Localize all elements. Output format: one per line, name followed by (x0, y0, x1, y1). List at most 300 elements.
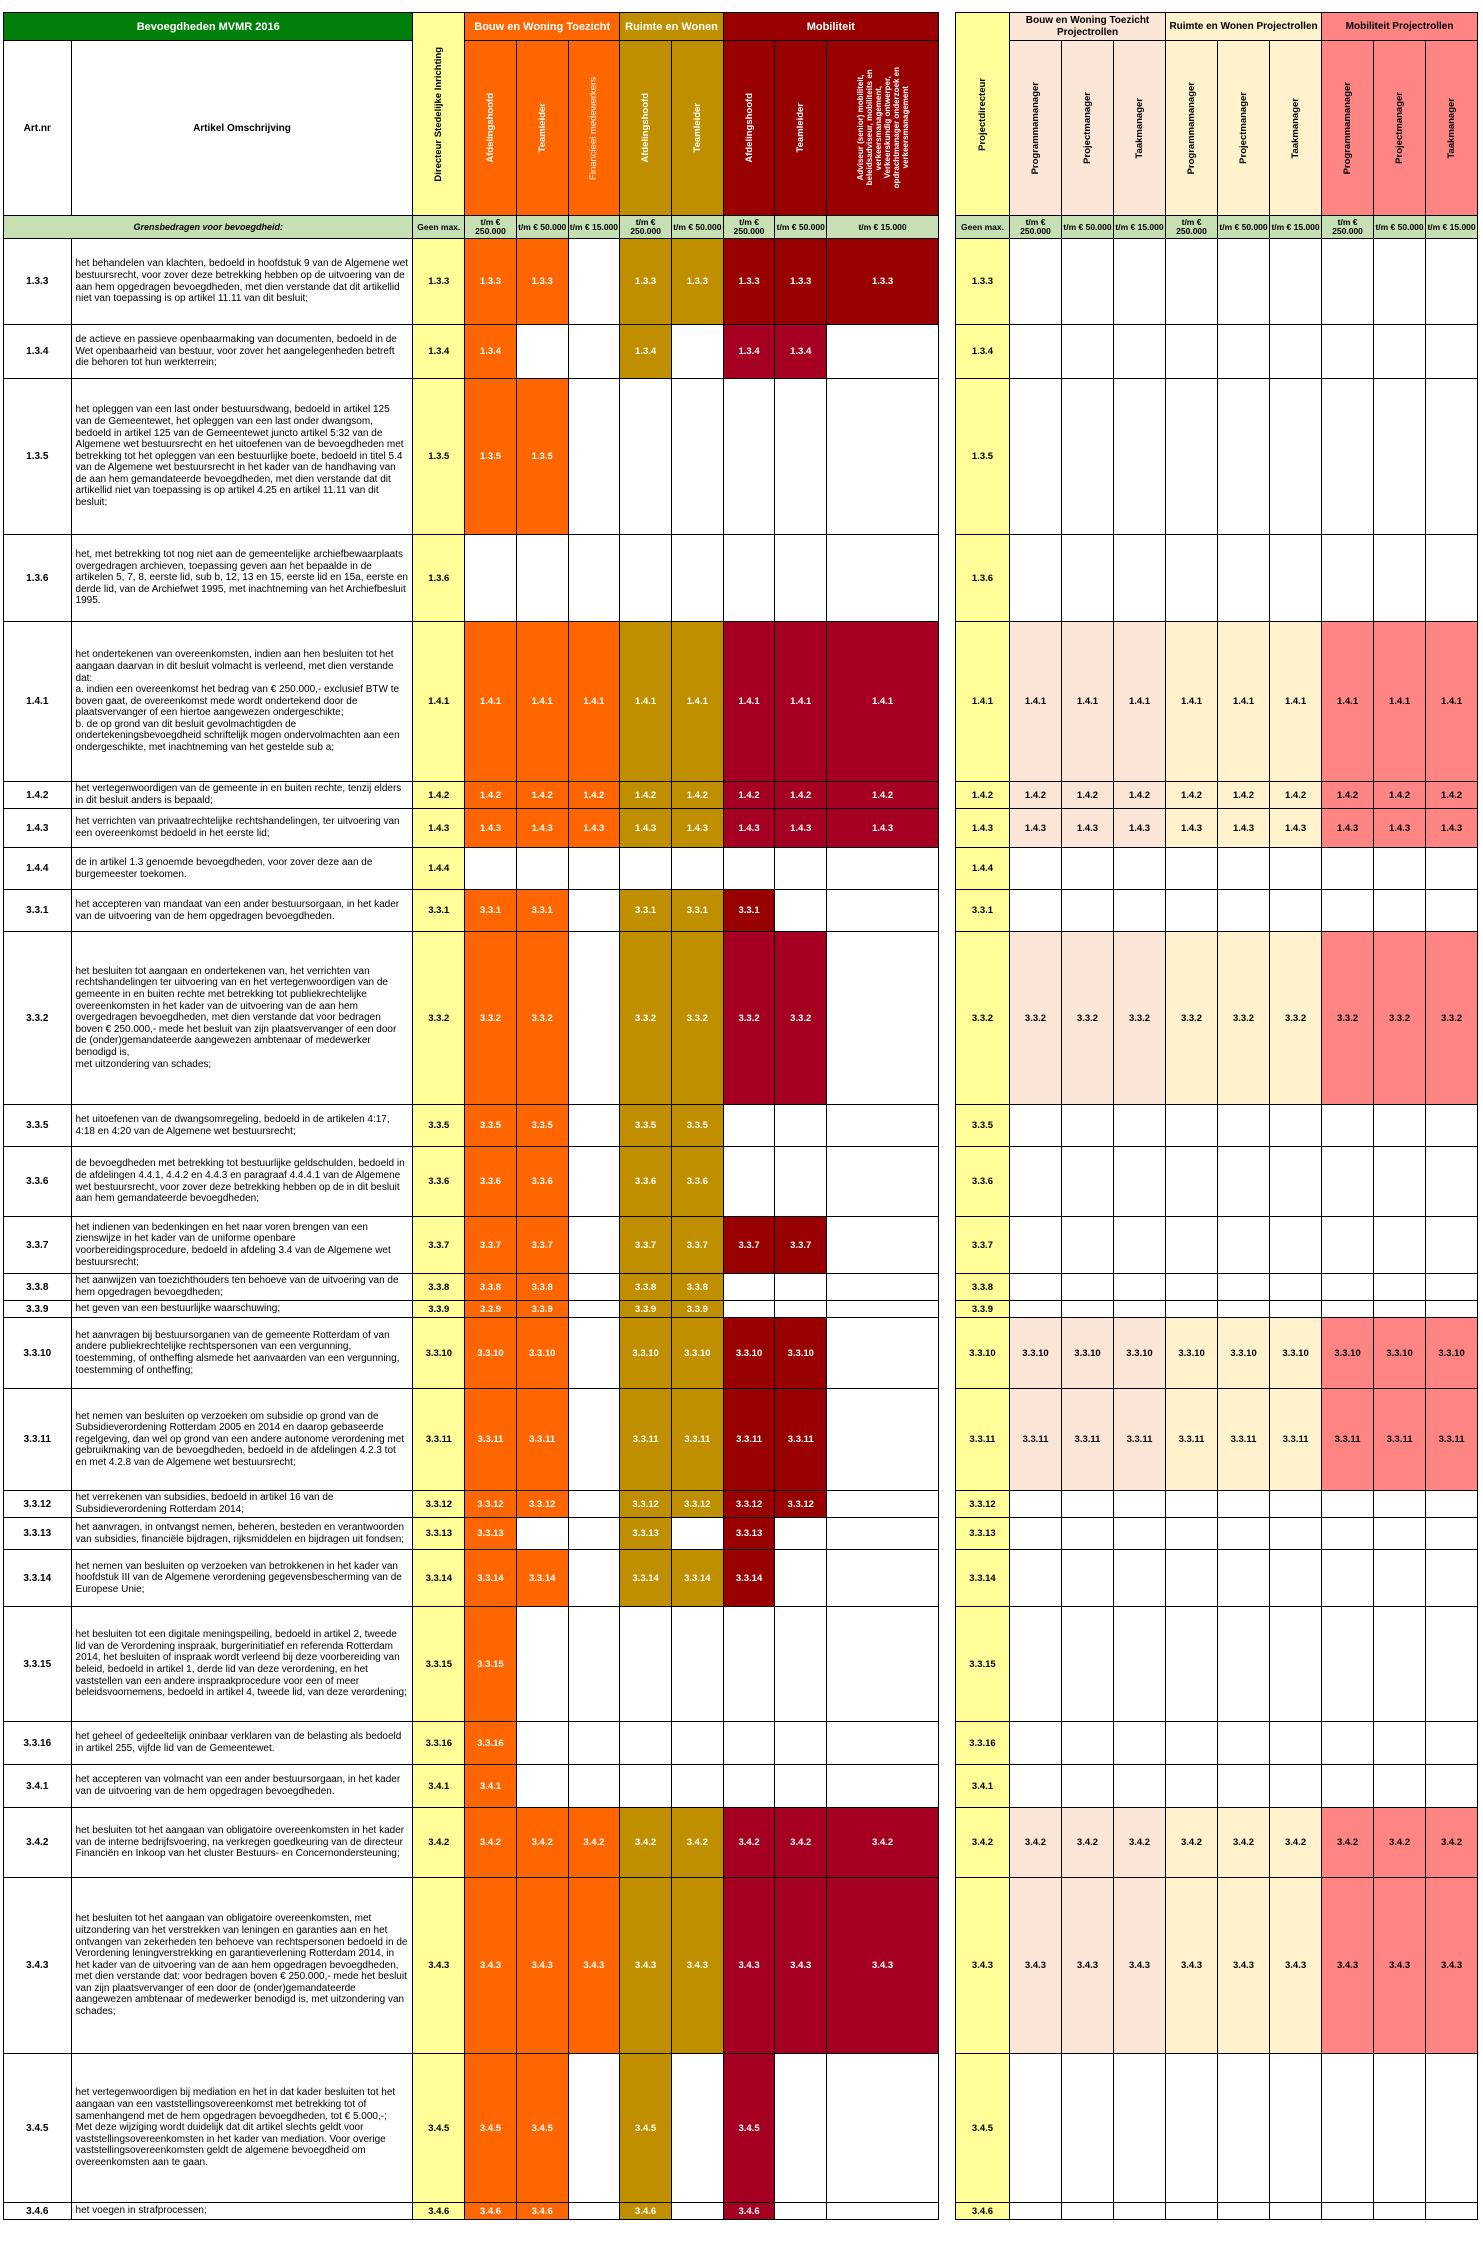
cell-bwt-financieel (568, 1722, 620, 1765)
cell-mob-teamleider (775, 1105, 827, 1147)
cell-rw-programmamanager (1166, 1301, 1218, 1318)
cell-mob-taakmanager (1426, 379, 1478, 535)
cell-bwt-programmamanager (1010, 1722, 1062, 1765)
cell-rw-afdelingshoofd: 3.4.3 (620, 1878, 672, 2054)
cell-projectdirecteur: 3.3.16 (956, 1722, 1010, 1765)
art-number: 1.3.3 (4, 239, 72, 325)
cell-mob-teamleider: 3.3.7 (775, 1217, 827, 1274)
cell-mob-adviseur (827, 1318, 939, 1389)
cell-mob-teamleider (775, 1518, 827, 1550)
table-row (4, 239, 939, 325)
art-number: 1.4.2 (4, 782, 72, 809)
cell-mob-adviseur (827, 890, 939, 932)
projectrollen-table (955, 12, 1478, 2220)
cell-mob-afdelingshoofd (723, 848, 775, 890)
cell-bwt-programmamanager (1010, 1147, 1062, 1217)
cell-bwt-afdelingshoofd: 3.3.16 (465, 1722, 517, 1765)
cell-rw-projectmanager (1218, 1217, 1270, 1274)
cell-bwt-afdelingshoofd: 3.3.1 (465, 890, 517, 932)
table-row (4, 848, 939, 890)
cell-rw-projectmanager (1218, 2203, 1270, 2220)
cell-mob-teamleider: 3.4.3 (775, 1878, 827, 2054)
header-rw-teamleider: Teamleider (671, 41, 723, 216)
cell-rw-teamleider: 3.3.6 (671, 1147, 723, 1217)
cell-rw-taakmanager (1270, 1301, 1322, 1318)
cell-projectdirecteur: 1.3.5 (956, 379, 1010, 535)
cell-bwt-projectmanager (1062, 848, 1114, 890)
cell-bwt-afdelingshoofd: 3.4.3 (465, 1878, 517, 2054)
cell-bwt-taakmanager: 3.3.11 (1114, 1389, 1166, 1491)
cell-bwt-projectmanager: 3.4.2 (1062, 1808, 1114, 1878)
cell-projectdirecteur: 3.3.12 (956, 1491, 1010, 1518)
grens-bwt-tl: t/m € 50.000 (516, 216, 568, 239)
cell-mob-programmamanager (1322, 1147, 1374, 1217)
cell-bwt-afdelingshoofd: 3.3.13 (465, 1518, 517, 1550)
cell-bwt-financieel (568, 1274, 620, 1301)
cell-directeur: 3.3.7 (413, 1217, 465, 1274)
article-description: het besluiten tot het aangaan van obligatoire overeenkomsten, met uitzondering van het verstrekken van leningen en garanties aan en het ontvangen van zekerheden ten behoeve van rechtspersonen bedoeld in de Verordening leningverstrekking en garantieverlening Rotterdam 2014, in het kader van de uitvoering van de aan hem opgedragen bevoegdheden, met dien verstande dat: voor bedragen boven € 250.000,- mede het besluit van zijn plaatsvervanger of een door de (onder)gemandateerde aangewezen ambtenaar of medewerker benodigd is, met uitzondering van schades; (71, 1878, 413, 2054)
table-row (4, 1105, 939, 1147)
cell-mob-afdelingshoofd (723, 1274, 775, 1301)
cell-bwt-projectmanager (1062, 2203, 1114, 2220)
table-row (4, 1318, 939, 1389)
cell-bwt-financieel (568, 535, 620, 622)
art-number: 3.3.12 (4, 1491, 72, 1518)
cell-bwt-programmamanager (1010, 1491, 1062, 1518)
cell-mob-teamleider (775, 1607, 827, 1722)
table-row (4, 1491, 939, 1518)
cell-directeur: 3.3.8 (413, 1274, 465, 1301)
cell-rw-taakmanager (1270, 2203, 1322, 2220)
cell-bwt-projectmanager (1062, 1722, 1114, 1765)
cell-mob-taakmanager (1426, 239, 1478, 325)
cell-rw-programmamanager: 3.4.3 (1166, 1878, 1218, 2054)
table-row (4, 1389, 939, 1491)
cell-mob-teamleider: 1.3.3 (775, 239, 827, 325)
grens-pr-prog: t/m € 250.000 (1166, 216, 1218, 239)
table-row (956, 1217, 1478, 1274)
cell-bwt-afdelingshoofd: 3.3.8 (465, 1274, 517, 1301)
cell-bwt-financieel (568, 1147, 620, 1217)
cell-rw-projectmanager (1218, 1105, 1270, 1147)
cell-mob-taakmanager (1426, 848, 1478, 890)
art-number: 3.3.1 (4, 890, 72, 932)
table-row (4, 1722, 939, 1765)
cell-bwt-teamleider (516, 535, 568, 622)
cell-mob-teamleider (775, 890, 827, 932)
cell-mob-teamleider (775, 379, 827, 535)
article-description: het besluiten tot het aangaan van obligatoire overeenkomsten in het kader van de interne bedrijfsvoering, na verkregen goedkeuring van de directeur Financiën en Inkoop van het cluster Bestuurs- en Concernondersteuning; (71, 1808, 413, 1878)
cell-mob-adviseur (827, 1147, 939, 1217)
cell-mob-adviseur (827, 932, 939, 1105)
table-row (956, 1301, 1478, 1318)
cell-bwt-teamleider: 1.4.3 (516, 809, 568, 848)
header-group-mobiliteit: Mobiliteit (723, 13, 938, 41)
cell-bwt-afdelingshoofd: 1.4.1 (465, 622, 517, 782)
cell-mob-afdelingshoofd (723, 1105, 775, 1147)
cell-mob-programmamanager: 3.3.10 (1322, 1318, 1374, 1389)
cell-rw-programmamanager (1166, 1105, 1218, 1147)
cell-projectdirecteur: 3.4.1 (956, 1765, 1010, 1808)
cell-mob-afdelingshoofd (723, 1722, 775, 1765)
cell-mob-afdelingshoofd: 3.3.2 (723, 932, 775, 1105)
cell-rw-afdelingshoofd: 3.3.8 (620, 1274, 672, 1301)
cell-mob-projectmanager (1374, 1765, 1426, 1808)
cell-bwt-programmamanager (1010, 2203, 1062, 2220)
cell-bwt-programmamanager: 3.3.2 (1010, 932, 1062, 1105)
cell-projectdirecteur: 3.3.2 (956, 932, 1010, 1105)
cell-bwt-taakmanager (1114, 1147, 1166, 1217)
table-row (956, 1318, 1478, 1389)
cell-rw-afdelingshoofd: 3.3.7 (620, 1217, 672, 1274)
cell-rw-programmamanager: 3.4.2 (1166, 1808, 1218, 1878)
cell-bwt-programmamanager (1010, 325, 1062, 379)
article-description: het uitoefenen van de dwangsomregeling, bedoeld in de artikelen 4:17, 4:18 en 4:20 van de Algemene wet bestuursrecht; (71, 1105, 413, 1147)
cell-mob-projectmanager: 3.3.2 (1374, 932, 1426, 1105)
cell-rw-teamleider: 3.3.1 (671, 890, 723, 932)
cell-bwt-programmamanager (1010, 379, 1062, 535)
header-bwt-taakmanager: Taakmanager (1114, 41, 1166, 216)
cell-rw-teamleider: 1.3.3 (671, 239, 723, 325)
cell-mob-teamleider: 1.4.3 (775, 809, 827, 848)
cell-rw-taakmanager (1270, 1147, 1322, 1217)
cell-rw-teamleider (671, 535, 723, 622)
cell-projectdirecteur: 3.3.6 (956, 1147, 1010, 1217)
header-mob-teamleider: Teamleider (775, 41, 827, 216)
cell-mob-adviseur (827, 1765, 939, 1808)
cell-rw-programmamanager (1166, 1607, 1218, 1722)
cell-mob-afdelingshoofd: 3.3.13 (723, 1518, 775, 1550)
cell-rw-teamleider: 3.3.11 (671, 1389, 723, 1491)
cell-bwt-taakmanager: 3.4.3 (1114, 1878, 1166, 2054)
cell-rw-programmamanager: 1.4.1 (1166, 622, 1218, 782)
cell-mob-programmamanager: 1.4.1 (1322, 622, 1374, 782)
cell-rw-programmamanager: 3.3.11 (1166, 1389, 1218, 1491)
cell-bwt-taakmanager (1114, 1607, 1166, 1722)
cell-bwt-afdelingshoofd: 3.3.12 (465, 1491, 517, 1518)
cell-directeur: 3.3.12 (413, 1491, 465, 1518)
cell-mob-afdelingshoofd (723, 535, 775, 622)
cell-mob-programmamanager (1322, 535, 1374, 622)
table-row (4, 782, 939, 809)
cell-bwt-projectmanager (1062, 1765, 1114, 1808)
cell-mob-projectmanager (1374, 1491, 1426, 1518)
cell-rw-projectmanager (1218, 535, 1270, 622)
cell-mob-teamleider (775, 1301, 827, 1318)
cell-projectdirecteur: 3.3.13 (956, 1518, 1010, 1550)
art-number: 3.4.2 (4, 1808, 72, 1878)
cell-bwt-taakmanager (1114, 1301, 1166, 1318)
cell-bwt-afdelingshoofd: 3.4.1 (465, 1765, 517, 1808)
cell-rw-afdelingshoofd (620, 535, 672, 622)
cell-mob-programmamanager (1322, 325, 1374, 379)
cell-bwt-projectmanager: 3.3.11 (1062, 1389, 1114, 1491)
cell-bwt-teamleider: 3.3.10 (516, 1318, 568, 1389)
table-row (956, 1518, 1478, 1550)
header-mob-afdelingshoofd: Afdelingshoofd (723, 41, 775, 216)
cell-projectdirecteur: 3.3.8 (956, 1274, 1010, 1301)
table-row (956, 1607, 1478, 1722)
cell-rw-taakmanager (1270, 535, 1322, 622)
cell-mob-adviseur (827, 1301, 939, 1318)
table-row (4, 2054, 939, 2203)
cell-bwt-financieel (568, 932, 620, 1105)
cell-mob-projectmanager (1374, 890, 1426, 932)
header-art-nr: Art.nr (4, 41, 72, 216)
cell-bwt-afdelingshoofd: 1.3.4 (465, 325, 517, 379)
cell-mob-programmamanager (1322, 379, 1374, 535)
cell-mob-taakmanager (1426, 1722, 1478, 1765)
cell-rw-programmamanager: 1.4.3 (1166, 809, 1218, 848)
table-row (956, 1808, 1478, 1878)
cell-mob-taakmanager: 3.3.2 (1426, 932, 1478, 1105)
art-number: 3.4.6 (4, 2203, 72, 2220)
cell-mob-programmamanager: 3.4.2 (1322, 1808, 1374, 1878)
header-rw-programmamanager: Programmamanager (1166, 41, 1218, 216)
article-description: het besluiten tot een digitale meningspeiling, bedoeld in artikel 2, tweede lid van de Verordening inspraak, burgerinitiatief en referenda Rotterdam 2014, het besluiten of inspraak wordt verleend bij deze voorbereiding van beleid, bedoeld in artikel 1, derde lid van deze verordening, en het vaststellen van een andere inspraakprocedure voor een of meer beleidsvoornemens, bedoeld in artikel 4, tweede lid, van deze verordening; (71, 1607, 413, 1722)
cell-bwt-teamleider: 1.4.2 (516, 782, 568, 809)
art-number: 3.3.10 (4, 1318, 72, 1389)
cell-mob-teamleider (775, 1722, 827, 1765)
cell-bwt-taakmanager (1114, 325, 1166, 379)
cell-rw-afdelingshoofd: 3.3.10 (620, 1318, 672, 1389)
cell-mob-adviseur (827, 379, 939, 535)
cell-rw-teamleider: 1.4.1 (671, 622, 723, 782)
cell-mob-taakmanager (1426, 1491, 1478, 1518)
cell-bwt-projectmanager: 1.4.2 (1062, 782, 1114, 809)
cell-bwt-financieel: 1.4.2 (568, 782, 620, 809)
cell-rw-projectmanager (1218, 1722, 1270, 1765)
cell-bwt-teamleider (516, 1607, 568, 1722)
cell-bwt-teamleider: 3.4.2 (516, 1808, 568, 1878)
cell-mob-programmamanager (1322, 1274, 1374, 1301)
cell-bwt-taakmanager: 3.3.10 (1114, 1318, 1166, 1389)
cell-bwt-afdelingshoofd: 3.3.7 (465, 1217, 517, 1274)
cell-rw-teamleider: 3.3.8 (671, 1274, 723, 1301)
cell-rw-programmamanager (1166, 2203, 1218, 2220)
header-group-mob-proj: Mobiliteit Projectrollen (1322, 13, 1478, 41)
bevoegdheden-table (3, 12, 939, 2220)
cell-bwt-projectmanager (1062, 325, 1114, 379)
cell-bwt-projectmanager (1062, 1274, 1114, 1301)
table-row (956, 622, 1478, 782)
cell-mob-teamleider: 3.4.2 (775, 1808, 827, 1878)
cell-bwt-programmamanager (1010, 1301, 1062, 1318)
article-description: het geven van een bestuurlijke waarschuwing; (71, 1301, 413, 1318)
cell-bwt-financieel (568, 1607, 620, 1722)
cell-rw-afdelingshoofd: 3.3.9 (620, 1301, 672, 1318)
cell-bwt-afdelingshoofd: 3.3.9 (465, 1301, 517, 1318)
cell-mob-projectmanager (1374, 2203, 1426, 2220)
cell-rw-teamleider (671, 1722, 723, 1765)
cell-rw-projectmanager (1218, 1274, 1270, 1301)
cell-bwt-projectmanager: 3.3.2 (1062, 932, 1114, 1105)
header-bwt-afdelingshoofd: Afdelingshoofd (465, 41, 517, 216)
cell-rw-teamleider: 3.3.14 (671, 1550, 723, 1607)
table-row (956, 1105, 1478, 1147)
cell-mob-adviseur: 1.4.1 (827, 622, 939, 782)
cell-bwt-taakmanager (1114, 1722, 1166, 1765)
cell-mob-afdelingshoofd: 3.4.2 (723, 1808, 775, 1878)
cell-projectdirecteur: 1.4.1 (956, 622, 1010, 782)
table-row (4, 622, 939, 782)
art-number: 3.3.13 (4, 1518, 72, 1550)
cell-mob-taakmanager: 3.3.11 (1426, 1389, 1478, 1491)
article-description: het accepteren van mandaat van een ander bestuursorgaan, in het kader van de uitvoering van de hem opgedragen bevoegdheden. (71, 890, 413, 932)
cell-bwt-projectmanager (1062, 1217, 1114, 1274)
cell-bwt-taakmanager (1114, 1217, 1166, 1274)
cell-bwt-taakmanager: 3.4.2 (1114, 1808, 1166, 1878)
cell-mob-projectmanager (1374, 535, 1426, 622)
cell-bwt-afdelingshoofd: 3.3.14 (465, 1550, 517, 1607)
cell-bwt-financieel: 3.4.2 (568, 1808, 620, 1878)
grens-pr-taak: t/m € 15.000 (1270, 216, 1322, 239)
table-row (4, 1765, 939, 1808)
cell-bwt-financieel (568, 1765, 620, 1808)
cell-bwt-financieel: 1.4.3 (568, 809, 620, 848)
art-number: 1.3.4 (4, 325, 72, 379)
table-row (4, 890, 939, 932)
cell-directeur: 3.4.1 (413, 1765, 465, 1808)
cell-bwt-programmamanager: 3.3.11 (1010, 1389, 1062, 1491)
cell-bwt-projectmanager: 3.4.3 (1062, 1878, 1114, 2054)
cell-rw-teamleider (671, 2054, 723, 2203)
cell-bwt-financieel (568, 890, 620, 932)
cell-directeur: 3.3.2 (413, 932, 465, 1105)
cell-mob-afdelingshoofd (723, 1301, 775, 1318)
grens-pm-taak: t/m € 15.000 (1426, 216, 1478, 239)
cell-rw-programmamanager (1166, 2054, 1218, 2203)
article-description: het behandelen van klachten, bedoeld in hoofdstuk 9 van de Algemene wet bestuursrecht, voor zover deze betrekking hebben op de uitvoering van de aan hem opgedragen bevoegdheden, met dien verstande dat dit artikellid niet van toepassing is op artikel 11.11 van dit besluit; (71, 239, 413, 325)
cell-mob-afdelingshoofd: 1.4.3 (723, 809, 775, 848)
article-description: het aanvragen bij bestuursorganen van de gemeente Rotterdam of van andere publiekrechtelijke rechtspersonen van een vergunning, toestemming, of ontheffing alsmede het aanvaarden van een vergunning, toestemming of ontheffing; (71, 1318, 413, 1389)
cell-rw-taakmanager: 3.3.10 (1270, 1318, 1322, 1389)
cell-bwt-teamleider: 1.3.5 (516, 379, 568, 535)
table-row (956, 379, 1478, 535)
cell-bwt-teamleider (516, 1518, 568, 1550)
cell-mob-adviseur (827, 2203, 939, 2220)
cell-mob-teamleider (775, 848, 827, 890)
cell-rw-teamleider (671, 1765, 723, 1808)
table-row (956, 848, 1478, 890)
cell-rw-afdelingshoofd: 1.4.1 (620, 622, 672, 782)
cell-mob-teamleider: 1.3.4 (775, 325, 827, 379)
cell-rw-taakmanager (1270, 1765, 1322, 1808)
cell-bwt-afdelingshoofd: 1.3.5 (465, 379, 517, 535)
table-row (4, 1550, 939, 1607)
cell-rw-projectmanager (1218, 379, 1270, 535)
cell-rw-programmamanager (1166, 535, 1218, 622)
cell-directeur: 3.3.13 (413, 1518, 465, 1550)
cell-bwt-financieel (568, 1318, 620, 1389)
cell-mob-adviseur (827, 1607, 939, 1722)
cell-rw-afdelingshoofd: 3.3.13 (620, 1518, 672, 1550)
grens-pb-taak: t/m € 15.000 (1114, 216, 1166, 239)
cell-rw-projectmanager (1218, 2054, 1270, 2203)
cell-bwt-programmamanager (1010, 1607, 1062, 1722)
cell-bwt-afdelingshoofd: 3.4.2 (465, 1808, 517, 1878)
cell-rw-taakmanager (1270, 1274, 1322, 1301)
cell-mob-afdelingshoofd: 3.4.3 (723, 1878, 775, 2054)
grens-mob-afd: t/m € 250.000 (723, 216, 775, 239)
cell-mob-adviseur (827, 1389, 939, 1491)
cell-mob-adviseur (827, 1491, 939, 1518)
article-description: de bevoegdheden met betrekking tot bestuurlijke geldschulden, bedoeld in de afdelingen 4.4.1, 4.4.2 en 4.4.3 en paragraaf 4.4.4.1 van de Algemene wet bestuursrecht, voor zover deze betrekking hebben op de in dit besluit aan hem gemandateerde bevoegdheden; (71, 1147, 413, 1217)
cell-bwt-projectmanager: 1.4.1 (1062, 622, 1114, 782)
grens-rw-afd: t/m € 250.000 (620, 216, 672, 239)
cell-bwt-financieel (568, 1491, 620, 1518)
cell-bwt-teamleider: 3.4.3 (516, 1878, 568, 2054)
header-mob-adviseur: Adviseur (senior) mobiliteit, beleidsadviseur, mobiliteits en verkeersmanagement, Verkeerskundig ontwerper, opdrachtmanager onderzoek en verkeersmanagement (827, 41, 939, 216)
table-row (956, 2054, 1478, 2203)
cell-rw-projectmanager (1218, 1491, 1270, 1518)
grens-directeur: Geen max. (413, 216, 465, 239)
cell-bwt-programmamanager: 1.4.2 (1010, 782, 1062, 809)
cell-rw-teamleider (671, 379, 723, 535)
header-bwt-financieel: Financieel medewerkers (568, 41, 620, 216)
cell-directeur: 1.3.6 (413, 535, 465, 622)
cell-mob-projectmanager (1374, 1550, 1426, 1607)
cell-rw-taakmanager: 1.4.1 (1270, 622, 1322, 782)
cell-rw-afdelingshoofd: 3.4.5 (620, 2054, 672, 2203)
cell-bwt-projectmanager (1062, 1607, 1114, 1722)
cell-bwt-programmamanager: 3.4.3 (1010, 1878, 1062, 2054)
cell-projectdirecteur: 3.4.2 (956, 1808, 1010, 1878)
cell-bwt-taakmanager: 3.3.2 (1114, 932, 1166, 1105)
cell-rw-projectmanager: 3.3.10 (1218, 1318, 1270, 1389)
cell-rw-projectmanager (1218, 1518, 1270, 1550)
cell-bwt-afdelingshoofd: 3.3.6 (465, 1147, 517, 1217)
table-row (956, 1491, 1478, 1518)
table-row (956, 782, 1478, 809)
cell-projectdirecteur: 3.4.5 (956, 2054, 1010, 2203)
header-group-bwt: Bouw en Woning Toezicht (465, 13, 620, 41)
cell-bwt-afdelingshoofd: 1.4.3 (465, 809, 517, 848)
cell-bwt-taakmanager (1114, 1765, 1166, 1808)
cell-bwt-taakmanager: 1.4.2 (1114, 782, 1166, 809)
cell-mob-adviseur (827, 1105, 939, 1147)
cell-mob-taakmanager: 1.4.2 (1426, 782, 1478, 809)
cell-rw-projectmanager: 3.4.3 (1218, 1878, 1270, 2054)
cell-bwt-teamleider: 1.4.1 (516, 622, 568, 782)
cell-mob-teamleider (775, 1550, 827, 1607)
cell-bwt-taakmanager (1114, 1550, 1166, 1607)
cell-mob-adviseur: 1.4.2 (827, 782, 939, 809)
cell-rw-afdelingshoofd: 1.4.3 (620, 809, 672, 848)
cell-mob-projectmanager (1374, 1607, 1426, 1722)
cell-mob-projectmanager (1374, 239, 1426, 325)
cell-rw-afdelingshoofd: 3.3.12 (620, 1491, 672, 1518)
cell-rw-projectmanager (1218, 848, 1270, 890)
cell-rw-taakmanager (1270, 890, 1322, 932)
cell-projectdirecteur: 3.3.1 (956, 890, 1010, 932)
cell-bwt-programmamanager: 1.4.3 (1010, 809, 1062, 848)
table-row (956, 1765, 1478, 1808)
cell-bwt-taakmanager (1114, 379, 1166, 535)
table-row (956, 535, 1478, 622)
cell-mob-projectmanager (1374, 379, 1426, 535)
cell-bwt-taakmanager (1114, 890, 1166, 932)
cell-mob-afdelingshoofd: 1.3.3 (723, 239, 775, 325)
article-description: het besluiten tot aangaan en ondertekenen van, het verrichten van rechtshandelingen ter uitvoering van en het vertegenwoordigen van de gemeente in en buiten rechte met betrekking tot publiekrechtelijke overeenkomsten in het kader van de uitvoering van de aan hem overgedragen bevoegdheden, met dien verstande dat voor bedragen boven € 250.000,- mede het besluit van zijn plaatsvervanger of een door de (onder)gemandateerde aangewezen ambtenaar of medewerker benodigd is, met uitzondering van schades; (71, 932, 413, 1105)
cell-mob-adviseur: 3.4.2 (827, 1808, 939, 1878)
cell-rw-projectmanager (1218, 1147, 1270, 1217)
cell-rw-afdelingshoofd: 3.3.6 (620, 1147, 672, 1217)
cell-mob-teamleider: 1.4.2 (775, 782, 827, 809)
cell-rw-taakmanager (1270, 1105, 1322, 1147)
table-row (956, 1389, 1478, 1491)
cell-mob-programmamanager (1322, 848, 1374, 890)
